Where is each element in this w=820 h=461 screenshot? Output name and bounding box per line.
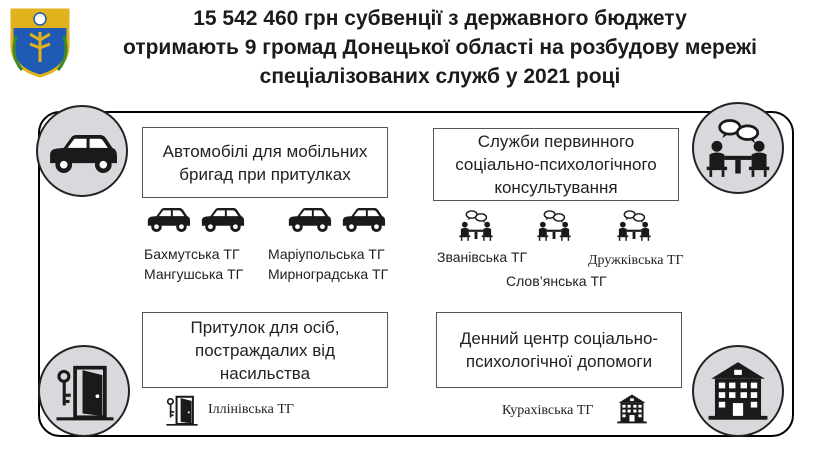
town-label: Мирноградська ТГ (268, 266, 389, 282)
shelter-title-line-3: насильства (219, 363, 311, 383)
town-label: Курахівська ТГ (502, 403, 594, 418)
car-icon (339, 205, 387, 235)
building-circle-icon (692, 345, 784, 437)
consulting-title-line-1: Служби первинного (477, 132, 635, 151)
consultation-icon (616, 208, 652, 242)
consultation-circle-icon (692, 102, 784, 194)
town-label: Маріупольська ТГ (268, 246, 385, 262)
town-label: Званівська ТГ (437, 249, 528, 265)
car-circle-icon (36, 105, 128, 197)
car-icon (285, 205, 333, 235)
cars-section-box (142, 127, 388, 198)
daycenter-section-box (436, 312, 682, 388)
title-line-1: 15 542 460 грн субвенції з державного бюджету (193, 7, 687, 30)
car-icon (144, 205, 192, 235)
cars-title-line-1: Автомобілі для мобільних (162, 141, 368, 161)
page-title (80, 4, 800, 91)
consultation-icon (536, 208, 572, 242)
consulting-title-line-2: соціально-психологічного (455, 155, 657, 174)
consulting-section-box (433, 128, 679, 201)
cars-title-line-2: бригад при притулках (179, 164, 351, 184)
daycenter-title-line-1: Денний центр соціально- (459, 329, 659, 348)
town-label: Дружківська ТГ (588, 253, 684, 268)
door-key-icon (165, 392, 199, 426)
title-line-2: отримають 9 громад Донецької області на розбудову мережі (123, 36, 757, 59)
shelter-section-box (142, 312, 388, 388)
coat-of-arms-emblem (8, 6, 72, 78)
title-line-3: спеціалізованих служб у 2021 році (259, 65, 621, 88)
consulting-title-line-3: консультування (494, 178, 618, 197)
shelter-circle-icon (38, 345, 130, 437)
shelter-title-line-1: Притулок для осіб, (190, 317, 340, 337)
car-icon (198, 205, 246, 235)
town-label: Мангушська ТГ (144, 266, 244, 282)
town-label: Бахмутська ТГ (144, 246, 240, 262)
shelter-title-line-2: постраждалих від (195, 340, 335, 360)
town-label: Слов’янська ТГ (506, 273, 607, 289)
town-label: Іллінівська ТГ (208, 402, 294, 417)
consultation-icon (458, 208, 494, 242)
daycenter-title-line-2: психологічної допомоги (465, 352, 653, 371)
building-icon (616, 392, 648, 424)
